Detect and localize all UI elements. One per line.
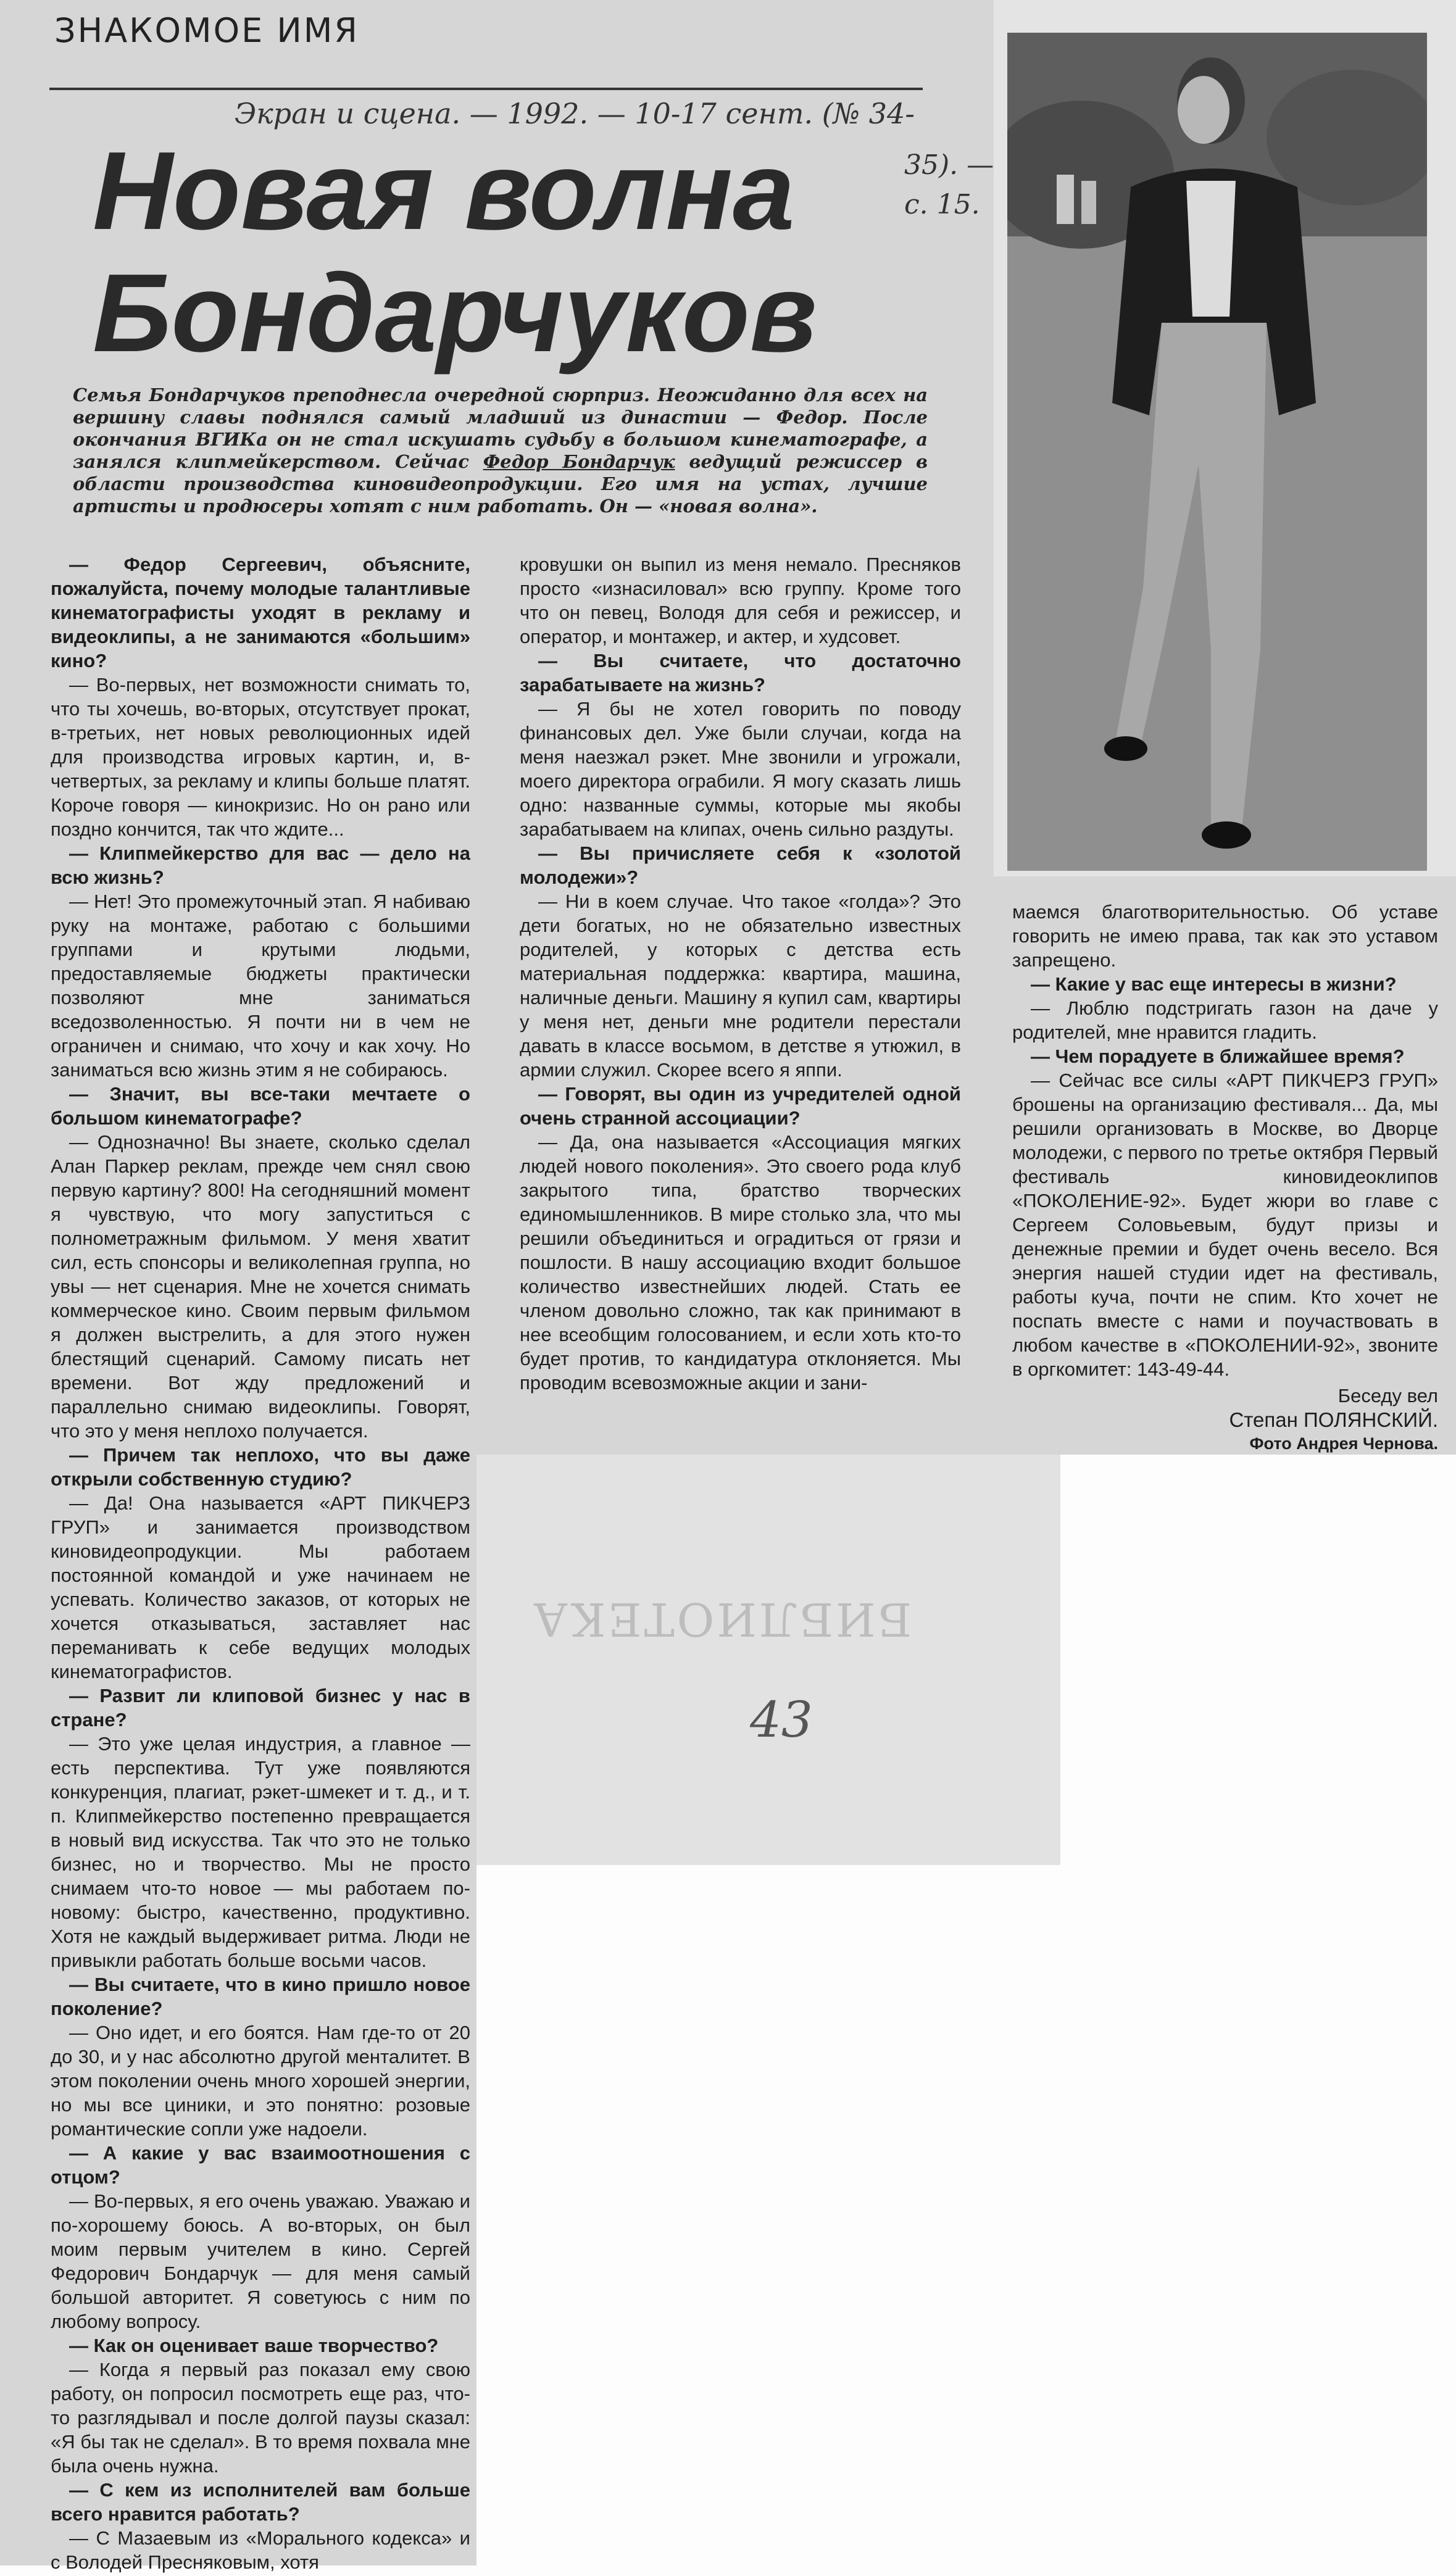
interview-question: — Развит ли клиповой бизнес у нас в стране? xyxy=(51,1685,470,1730)
interview-question: — Какие у вас еще интересы в жизни? xyxy=(1031,973,1397,995)
headline-line-1: Новая волна xyxy=(93,129,795,253)
article-column-3 xyxy=(1012,900,1438,1456)
interviewer-label: Беседу вел xyxy=(1337,1385,1438,1406)
headline-line-2: Бондарчуков xyxy=(93,251,817,375)
lead-text: Семья Бондарчуков преподнесла очередной сюрприз. Неожиданно для всех на вершину славы поднялся самый младший из династии — Федор. После окончания ВГИКа он не стал искушать судьбу в большом кинематографе, а занялся клипмейкерством. Сейчас xyxy=(73,384,928,472)
interview-answer: — Сейчас все силы «АРТ ПИКЧЕРЗ ГРУП» брошены на организацию фестиваля... Да, мы решили организовать в Москве, во Дворце молодежи, с первого по третье октября Первый фестиваль киновидеоклипов «ПОКОЛЕНИЕ-92». Будет жюри во главе с Сергеем Соловьевым, будут призы и денежные премии и будет очень весело. Вся энергия нашей студии идет на фестиваль, работы куча, почти не спим. Кто хочет не поспать вместе с нами и поучаствовать в любом качестве в «ПОКОЛЕНИИ-92», звоните в оргкомитет: 143-49-44. xyxy=(1012,1070,1438,1380)
interview-answer: — Когда я первый раз показал ему свою работу, он попросил посмотреть еще раз, что-то разглядывал и после долгой паузы сказал: «Я бы так не сделал». В то время похвала мне была очень нужна. xyxy=(51,2359,470,2477)
interview-question: — Вы считаете, что достаточно зарабатываете на жизнь? xyxy=(520,650,961,696)
interview-answer: кровушки он выпил из меня немало. Пресняков просто «изнасиловал» всю группу. Кроме того что он певец, Володя для себя и режиссер, и оператор, и монтажер, и актер, и худсовет. xyxy=(520,554,961,647)
interview-question: — Клипмейкерство для вас — дело на всю жизнь? xyxy=(51,842,470,888)
interview-question: — Значит, вы все-таки мечтаете о большом кинематографе? xyxy=(51,1083,470,1129)
interview-answer: — Это уже целая индустрия, а главное — есть перспектива. Тут уже появляются конкуренция, плагиат, рэкет-шмекет и т. д., и т. п. Клипмейкерство постепенно превращается в новый вид искусства. Так что это не только бизнес, но и творчество. Мы не просто снимаем что-то новое — мы работаем по-новому: быстро, качественно, продуктивно. Хотя не каждый выдерживает ритма. Люди не привыкли работать больше восьми часов. xyxy=(51,1733,470,1971)
interview-question: — Причем так неплохо, что вы даже открыли собственную студию? xyxy=(51,1444,470,1490)
interviewer-name: Степан ПОЛЯНСКИЙ. xyxy=(1229,1408,1438,1431)
lead-text-end: ведущий режиссер в области производства киновидеопродукции. Его имя на устах, лучшие артисты и продюсеры хотят с ним работать. Он — «новая волна». xyxy=(73,451,928,517)
article-lead xyxy=(73,384,928,517)
library-paper-slip xyxy=(476,1455,1060,1865)
interview-answer: — Нет! Это промежуточный этап. Я набиваю руку на монтаже, работаю с большими группами и крутыми людьми, предоставляемые бюджеты практически позволяют мне заниматься вседозволенностью. Я почти ни в чем не ограничен и снимаю, что хочу и как хочу. Но заниматься всю жизнь этим я не собираюсь. xyxy=(51,891,470,1081)
byline xyxy=(1012,1384,1438,1456)
interview-question: — С кем из исполнителей вам больше всего нравится работать? xyxy=(51,2479,470,2525)
interview-answer: — Ни в коем случае. Что такое «голда»? Это дети богатых, но не обязательно известных родителей, у которых с детства есть материальная поддержка: квартира, машина, наличные деньги. Машину я купил сам, квартиры у меня нет, деньги мне родители перестали давать в классе восьмом, в детстве я утюжил, в армии служил. Скорее всего я яппи. xyxy=(520,891,961,1081)
handwritten-page-number: 43 xyxy=(750,1691,813,1748)
interview-answer: — Да, она называется «Ассоциация мягких людей нового поколения». Это своего рода клуб закрытого типа, братство творческих единомышленников. В мире столько зла, что мы решили объединиться и оградиться от грязи и пошлости. В нашу ассоциацию входит большое количество известнейших людей. Стать ее членом довольно сложно, так как принимают в нее всеобщим голосованием, и если хоть кто-то будет против, то кандидатура отклоняется. Мы проводим всевозможные акции и зани- xyxy=(520,1131,961,1394)
interview-question: — Вы считаете, что в кино пришло новое поколение? xyxy=(51,1974,470,2019)
interview-answer: — Я бы не хотел говорить по поводу финансовых дел. Уже были случаи, когда на меня наезжал рэкет. Мне звонили и угрожали, моего директора ограбили. Я могу сказать лишь одно: названные суммы, которые мы якобы зарабатываем на клипах, очень сильно раздуты. xyxy=(520,698,961,840)
section-rubric: ЗНАКОМОЕ ИМЯ xyxy=(54,11,359,50)
interview-question: — А какие у вас взаимоотношения с отцом? xyxy=(51,2142,470,2188)
interview-answer: — Во-первых, я его очень уважаю. Уважаю и по-хорошему боюсь. А во-вторых, он был моим первым учителем в кино. Сергей Федорович Бондарчук — для меня самый большой авторитет. Я советуюсь с ним по любому вопросу. xyxy=(51,2190,470,2332)
interview-question: — Как он оценивает ваше творчество? xyxy=(69,2335,439,2356)
interview-answer: — Во-первых, нет возможности снимать то, что ты хочешь, во-вторых, отсутствует прокат, в-третьих, нет новых революционных идей для производства игровых картин, и, в-четвертых, за рекламу и клипы больше платят. Короче говоря — кинокризис. Но он рано или поздно кончится, так что ждите... xyxy=(51,674,470,840)
interview-answer: маемся благотворительностью. Об уставе говорить не имею права, так как это уставом запрещено. xyxy=(1012,901,1438,971)
interview-question: — Вы причисляете себя к «золотой молодежи»? xyxy=(520,842,961,888)
portrait-photo xyxy=(1007,33,1427,871)
rubric-divider xyxy=(49,88,923,90)
interview-answer: — Люблю подстригать газон на даче у родителей, мне нравится гладить. xyxy=(1012,997,1438,1043)
interview-answer: — Оно идет, и его боятся. Нам где-то от 20 до 30, и у нас абсолютно другой менталитет. В этом поколении очень много хорошей энергии, но мы все циники, и это понятно: розовые романтические сопли уже надоели. xyxy=(51,2022,470,2140)
library-stamp-mirrored: БИБЛИОТЕКА xyxy=(531,1592,912,1645)
article-column-2 xyxy=(520,552,961,1395)
interview-answer: — Однозначно! Вы знаете, сколько сделал Алан Паркер реклам, прежде чем снял свою первую картину? 800! На сегодняшний момент я чувствую, что могу запуститься с полнометражным фильмом. У меня хватит сил, есть спонсоры и великолепная группа, но увы — нет сценария. Мне не хочется снимать коммерческое кино. Своим первым фильмом я должен выстрелить, а для этого нужен блестящий сценарий. Самому писать нет времени. Вот жду предложений и параллельно снимаю видеоклипы. Говорят, что это у меня неплохо получается. xyxy=(51,1131,470,1442)
interview-answer: — С Мазаевым из «Морального кодекса» и с Володей Пресняковым, хотя xyxy=(51,2527,470,2573)
lead-underlined-name: Федор Бондарчук xyxy=(483,451,675,472)
photo-credit: Фото Андрея Чернова. xyxy=(1249,1434,1438,1453)
walking-man-photo-icon xyxy=(1007,33,1427,871)
article-column-1 xyxy=(51,552,470,2574)
interview-question: — Говорят, вы один из учредителей одной очень странной ассоциации? xyxy=(520,1083,961,1129)
handwritten-issue-note: 35). — с. 15. xyxy=(904,149,994,220)
handwritten-source-note: Экран и сцена. — 1992. — 10-17 сент. (№ 34- xyxy=(235,97,915,130)
interview-answer: — Да! Она называется «АРТ ПИКЧЕРЗ ГРУП» и занимается производством киновидеопродукции. Мы работаем постоянной командой и уже начинаем не успевать. Количество заказов, от которых не хочется отказываться, заставляет нас переманивать к себе ведущих молодых кинематографистов. xyxy=(51,1492,470,1682)
interview-question: — Чем порадуете в ближайшее время? xyxy=(1031,1045,1405,1067)
interview-question: — Федор Сергеевич, объясните, пожалуйста, почему молодые талантливые кинематографисты уходят в рекламу и видеоклипы, а не занимаются «большим» кино? xyxy=(51,554,470,671)
